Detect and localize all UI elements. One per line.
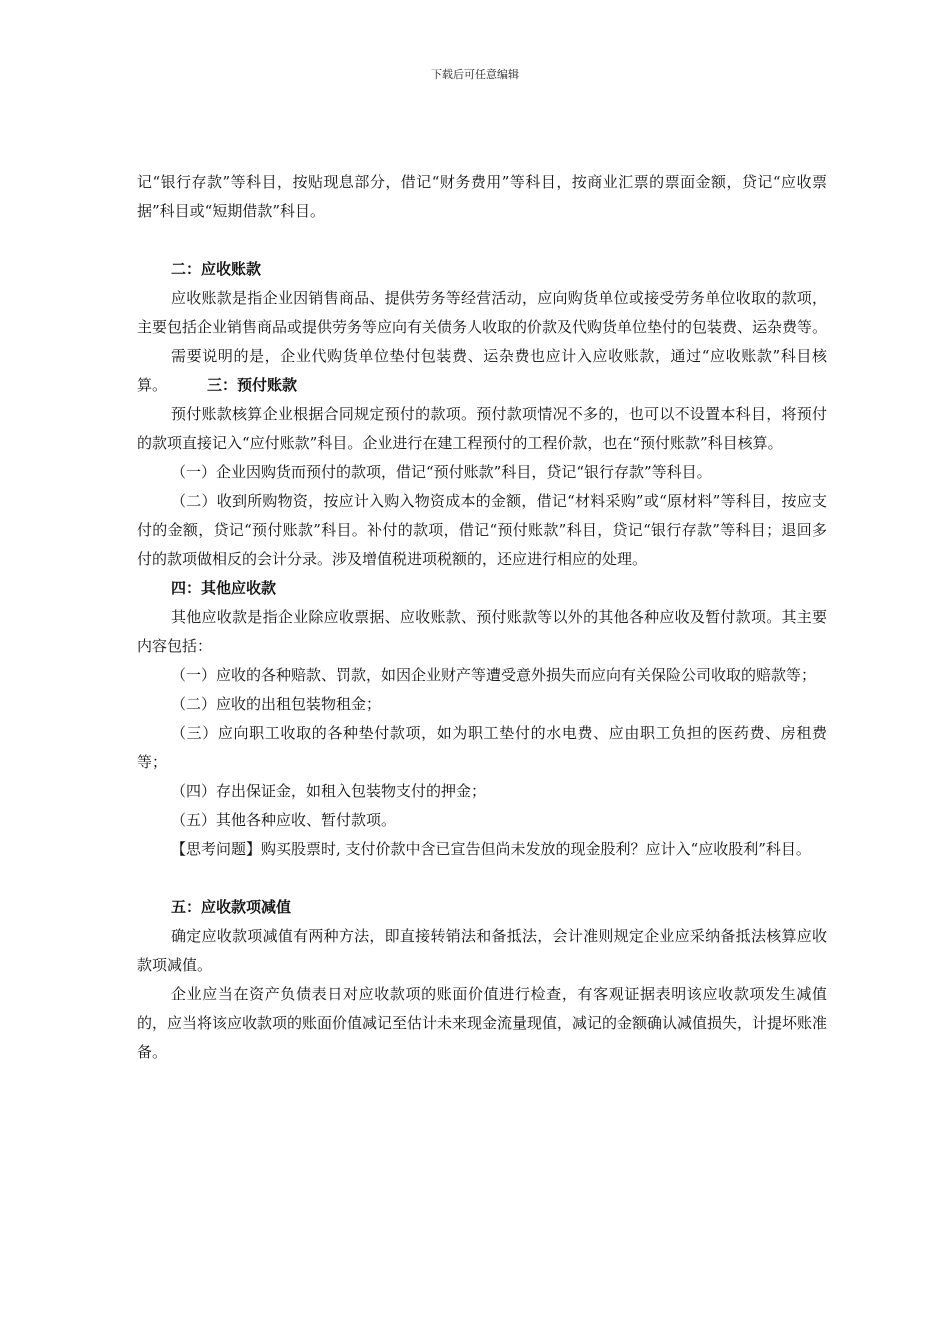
paragraph-accounts-receivable-definition: 应收账款是指企业因销售商品、提供劳务等经营活动，应向购货单位或接受劳务单位收取的款项，主要包括企业销售商品或提供劳务等应向有关债务人收取的价款及代购货单位垫付的包装费、运杂费等。 (137, 289, 828, 336)
paragraph-thinking-question: 【思考问题】购买股票时, 支付价款中含已宣告但尚未发放的现金股利？应计入“应收股利”科目。 (171, 840, 811, 858)
paragraph-impairment-assessment: 企业应当在资产负债表日对应收款项的账面价值进行检查，有客观证据表明该应收款项发生减值的，应当将该应收款项的账面价值减记至估计未来现金流量现值，减记的金额确认减值损失，计提坏账准备。 (137, 985, 828, 1061)
heading-other-receivables: 四：其他应收款 (171, 579, 277, 597)
paragraph-other-receivables-item-4: （四）存出保证金，如租入包装物支付的押金； (171, 782, 487, 800)
paragraph-other-receivables-definition: 其他应收款是指企业除应收票据、应收账款、预付账款等以外的其他各种应收及暂付款项。其主要内容包括： (137, 608, 827, 655)
paragraph-other-receivables-item-3: （三）应向职工收取的各种垫付款项，如为职工垫付的水电费、应由职工负担的医药费、房租费等； (137, 724, 827, 771)
heading-accounts-receivable: 二：应收账款 (171, 260, 262, 278)
paragraph-prepayments-definition: 预付账款核算企业根据合同规定预付的款项。预付款项情况不多的，也可以不设置本科目，将预付的款项直接记入“应付账款”科目。企业进行在建工程预付的工程价款，也在“预付账款”科目核算。 (137, 405, 827, 452)
paragraph-other-receivables-item-5: （五）其他各种应收、暂付款项。 (171, 811, 397, 829)
paragraph-accounts-receivable-note (137, 342, 827, 400)
paragraph-prepayments-item-2: （二）收到所购物资，按应计入购入物资成本的金额，借记“材料采购”或“原材料”等科目，按应支付的金额，贷记“预付账款”科目。补付的款项，借记“预付账款”科目，贷记“银行存款”等科目；退回多付的款项做相反的会计分录。涉及增值税进项税额的，还应进行相应的处理。 (137, 492, 827, 568)
paragraph-bank-deposit: 记“银行存款”等科目，按贴现息部分，借记“财务费用”等科目，按商业汇票的票面金额，贷记“应收票据”科目或“短期借款”科目。 (137, 173, 827, 220)
paragraph-impairment-methods: 确定应收款项减值有两种方法，即直接转销法和备抵法，会计准则规定企业应采纳备抵法核算应收款项减值。 (137, 927, 827, 974)
paragraph-other-receivables-item-1: （一）应收的各种赔款、罚款，如因企业财产等遭受意外损失而应向有关保险公司收取的赔款等； (171, 666, 817, 684)
page-header: 下载后可任意编辑 (431, 68, 519, 81)
paragraph-accounts-receivable-note-text: 需要说明的是，企业代购货单位垫付包装费、运杂费也应计入应收账款，通过“应收账款”科目核算。 (137, 347, 827, 394)
heading-receivables-impairment: 五：应收款项减值 (171, 898, 292, 916)
paragraph-other-receivables-item-2: （二）应收的出租包装物租金； (171, 695, 382, 713)
paragraph-prepayments-item-1: （一）企业因购货而预付的款项，借记“预付账款”科目，贷记“银行存款”等科目。 (171, 463, 712, 481)
document-body (137, 168, 827, 1067)
heading-prepayments: 三：预付账款 (207, 376, 298, 394)
